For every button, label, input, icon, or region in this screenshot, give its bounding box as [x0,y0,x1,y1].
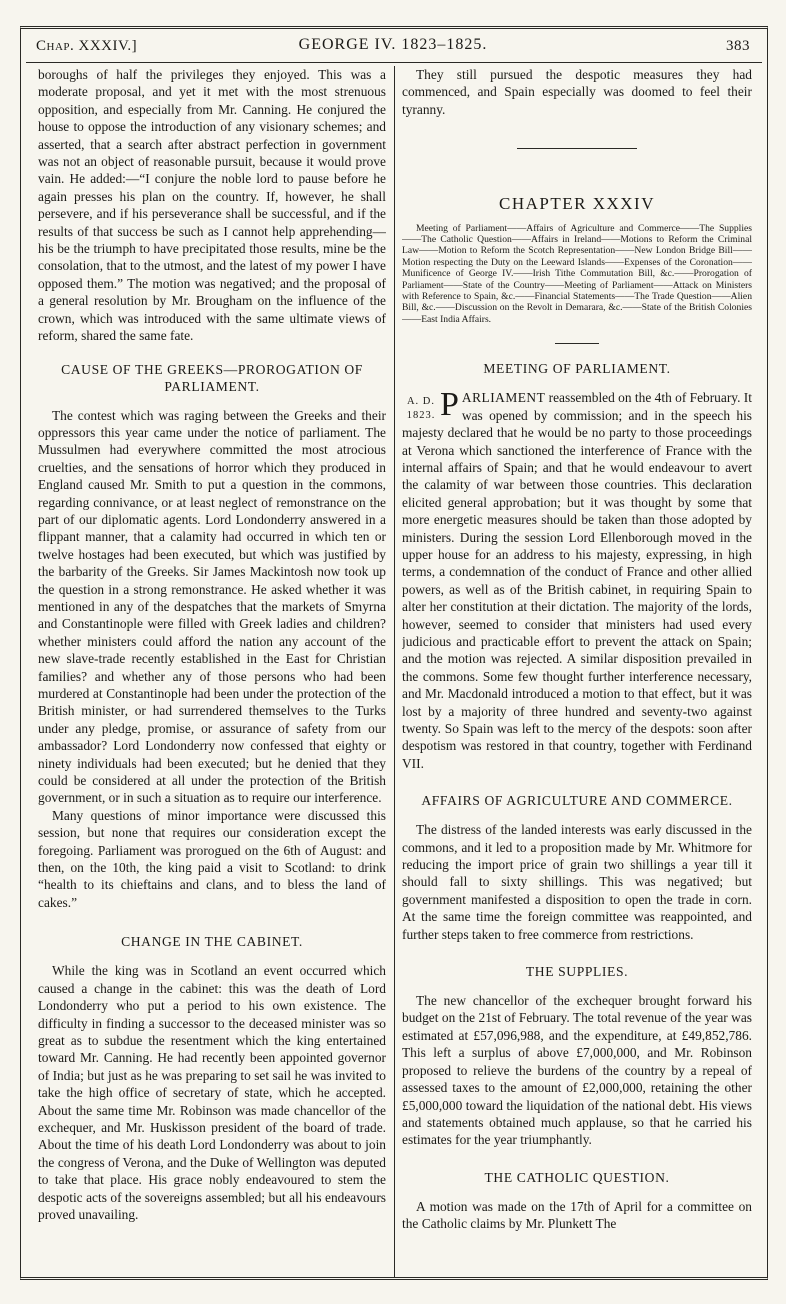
header-rule [26,62,762,63]
running-head [36,36,750,58]
section-heading-greeks: CAUSE OF THE GREEKS—PROROGATION OF PARLIAMENT. [61,361,363,394]
paragraph: The contest which was raging between the Greeks and their oppressors this year came under the notice of parliament. The Mussulmen had everywhere committed the most atrocious cruelties, and the sensations of horror which they produced in England caused Mr. Smith to put a question in the commons, regarding connivance, or at least neglect of remonstrance on the part of our diplomatic agents. Lord Londonderry answered in a flippant manner, that a calamity had occurred in which ten or twelve hostages had been executed, but which was justified by the barbarity of the Greeks. Sir James Mackintosh now took up the question in a strong remonstrance. He asked whether it was mentioned in any of the despatches that the markets of Smyrna and Constantinople were filled with Greek ladies and children? whether ministers could afford the nation any account of the new slave-trade recently established in the East for Christian families? and whether any of those persons who had been murdered at Constantinople had been under the protection of the British minister, or had surrendered themselves to the Turks under any pledge, promise, or assurance of safety from our ambassador? Lord Londonderry now confessed that eighty or ninety individuals had been executed; but he denied that they could be considered at all under the protection of the British government, or in such a situation as to require our interference. [38,407,386,806]
chapter-label: Chap. XXXIV.] [36,38,138,54]
paragraph: Many questions of minor importance were discussed this session, but none that requires our consideration except the foregoing. Parliament was prorogued on the 6th of August: and then, on the 10th, the king paid a visit to Scotland: to drink “health to its chieftains and clans, and to bless the land of cakes.” [38,807,386,910]
paragraph: boroughs of half the privileges they enjoyed. This was a moderate proposal, and yet it met with the most strenuous opposition, and especially from Mr. Canning. He conjured the house to oppose the introduction of any visionary schemes; and asserted, that a search after abstract perfection in government was not an object of reasonable pursuit, because it would prove vain. He added:—“I conjure the noble lord to pause before he again presses his plan on the country. If, however, he shall persevere, and if his perseverance shall be successful, and if the results of that success be such as I cannot help apprehending—his be the triumph to have precipitated those results, mine be the consolation, that to the utmost, and the latest of my power I have opposed them.” The motion was negatived; and the proposal of a general resolution by Mr. Brougham on the influence of the crown, which was introduced with the same ultimate views of reform, shared the same fate. [38,67,386,344]
section-heading-catholic: THE CATHOLIC QUESTION. [484,1169,670,1185]
paragraph: A motion was made on the 17th of April for a committee on the Catholic claims by Mr. Plunkett The [402,1198,752,1232]
paragraph-text: reassembled on the 4th of February. It was opened by commission; and in the speech his majesty declared that he would be no party to those proceedings at Verona which sanctioned the interference of France with the internal affairs of Spain; and that he would endeavour to avert the calamity of war between those countries. This declaration elicited general approbation; but it was thought by some that more energetic measures should be taken than those adopted by ministers. During the session Lord Ellenborough moved in the upper house for an address to his majesty, expressing, in high terms, a condemnation of the conduct of France and other allied powers, as well as of the British cabinet, in requiring Spain to alter her constitution at their dictation. The majority of the lords, however, seemed to consider that ministers had used every judicious and practicable effort to prevent the attack on Spain; and the motion was rejected. A similar disposition prevailed in the commons. Some few thought further interference necessary, and Mr. Macdonald introduced a motion to that effect, but it was lost by a majority of three hundred and seventy-two against twenty. So Spain was left to the mercy of the despots: soon after despotism was restored in that country, together with Ferdinand VII. [402,390,752,771]
chapter-summary: Meeting of Parliament——Affairs of Agriculture and Commerce——The Supplies——The Catholic Question——Affairs in Ireland——Motions to Reform the Criminal Law——Motion to Reform the Scotch Representation——New London Bridge Bill——Motion respecting the Duty on the Leeward Islands——Expenses of the Coronation——Munificence of George IV.——Irish Tithe Commutation Bill, &c.——Prorogation of Parliament——State of the Country——Meeting of Parliament——Attack on Ministers with Reference to Spain, &c.——Financial Statements——The Trade Question——Alien Bill, &c.——Discussion on the Revolt in Demarara, &c.——State of the British Colonies——East India Affairs. [402,222,752,325]
page-title: GEORGE IV. 1823–1825. [298,36,488,53]
paragraph: They still pursued the despotic measures they had commenced, and Spain especially was doomed to feel their tyranny. [402,67,752,117]
section-heading-cabinet: CHANGE IN THE CABINET. [121,934,303,950]
paragraph [402,386,752,772]
right-column [402,66,752,1272]
ad-year: 1823. [406,410,436,422]
column-divider [394,66,395,1278]
section-rule [555,343,599,344]
page-number: 383 [726,38,750,54]
section-rule [517,148,637,149]
section-heading-meeting: MEETING OF PARLIAMENT. [483,361,671,377]
ad-label: A. D. [406,396,436,408]
section-heading-supplies: THE SUPPLIES. [525,964,629,980]
dropcap-paragraph [402,386,752,772]
paragraph: The new chancellor of the exchequer brought forward his budget on the 21st of February. The total revenue of the year was estimated at £57,096,988, and the expenditure, at £49,852,786. This left a surplus of above £7,000,000, and Mr. Robinson proposed to relieve the burdens of the country by a repeal of assessed taxes to the amount of £2,000,000, retaining the other £5,000,000 toward the liquidation of the national debt. His views and statements obtained much applause, so that he carried his estimates for the year triumphantly. [402,993,752,1148]
section-heading-agriculture: AFFAIRS OF AGRICULTURE AND COMMERCE. [421,793,733,809]
lead-word: ARLIAMENT [461,390,546,406]
drop-cap: P [440,386,459,424]
chapter-title: CHAPTER XXXIV [499,194,655,214]
paragraph: While the king was in Scotland an event occurred which caused a change in the cabinet: this was the death of Lord Londonderry who put a period to his own existence. The difficulty in finding a successor to the deceased minister was so great as to subdue the resentment which the king entertained toward Mr. Canning. He had recently been appointed governor of India; but just as he was preparing to set sail he was invited to take the high office of secretary of state, which he accepted. About the same time Mr. Robinson was made chancellor of the exchequer, and Mr. Huskisson president of the board of trade. About the time of his death Lord Londonderry was about to join the congress of Verona, and the Duke of Wellington was deputed to take that place. His grace nobly endeavoured to stem the despotic acts of the sovereigns assembled; but all his endeavours proved unavailing. [38,963,386,1222]
left-column [38,66,386,1272]
year-margin-note [402,395,440,423]
paragraph: The distress of the landed interests was early discussed in the commons, and it led to a proposition made by Mr. Whitmore for reducing the import price of grain two shillings a year till it should fall to sixty shillings. This was negatived; but government manifested a disposition to open the trade in corn. At the same time the foreign committee was reappointed, and further steps taken to free commerce from restrictions. [402,822,752,942]
